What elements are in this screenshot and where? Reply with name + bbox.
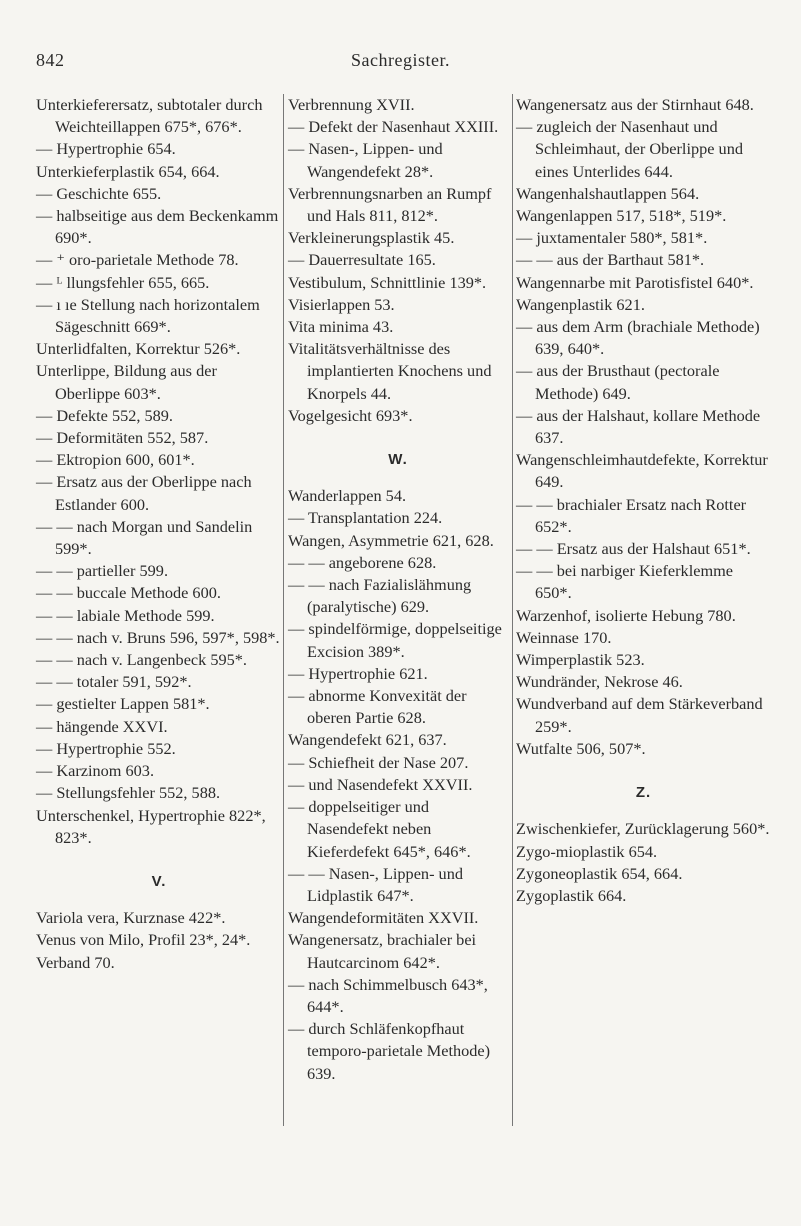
index-column-1 [36, 94, 282, 974]
index-entry: Vitalitätsverhältnisse des implantierten Knochens und Knorpels 44. [288, 339, 492, 403]
index-entry: Wundränder, Nekrose 46. [516, 672, 683, 692]
index-entry: Wangenersatz, brachialer bei Hautcarcinom 642*. [288, 930, 477, 972]
index-entry: Wanderlappen 54. [288, 486, 407, 506]
index-entry: — juxtamentaler 580*, 581*. [516, 228, 708, 248]
index-entry: — — nach Fazialislähmung (paralytische) 629. [288, 575, 472, 617]
index-entry: Verbrennungsnarben an Rumpf und Hals 811, 812*. [288, 183, 492, 226]
index-entry: — Hypertrophie 552. [36, 738, 176, 758]
index-entry: — und Nasendefekt XXVII. [288, 774, 473, 794]
index-entry: — — brachialer Ersatz nach Rotter 652*. [516, 494, 747, 536]
index-entry: Verbrennung XVII. [288, 95, 415, 114]
index-entry: — — totaler 591, 592*. [36, 672, 192, 692]
index-entry: Wangenplastik 621. [516, 294, 645, 314]
index-entry: Zygoneoplastik 654, 664. [516, 863, 683, 883]
index-entry: — Transplantation 224. [288, 508, 443, 528]
index-entry: — — Ersatz aus der Halshaut 651*. [516, 539, 751, 559]
index-entry: — Stellungsfehler 552, 588. [36, 783, 221, 803]
index-entry: — Karzinom 603. [36, 761, 155, 781]
index-entry: Unterlippe, Bildung aus der Oberlippe 603*. [36, 361, 217, 403]
index-column-2 [288, 94, 508, 1085]
index-entry: — nach Schimmelbusch 643*, 644*. [288, 974, 488, 1016]
index-entry: Wangen, Asymmetrie 621, 628. [288, 530, 494, 550]
index-entry: — doppelseitiger und Nasendefekt neben Kieferdefekt 645*, 646*. [288, 797, 471, 861]
index-entry: Wangenlappen 517, 518*, 519*. [516, 206, 727, 226]
section-letter: W. [388, 451, 408, 469]
index-entry: Wangendefekt 621, 637. [288, 730, 447, 750]
index-entry: — Hypertrophie 621. [288, 663, 428, 683]
index-entry: — — angeborene 628. [288, 552, 437, 572]
index-entry: — Hypertrophie 654. [36, 139, 176, 159]
index-entry: — Defekt der Nasenhaut XXIII. [288, 117, 499, 137]
index-entry: Unterschenkel, Hypertrophie 822*, 823*. [36, 805, 266, 847]
index-entry: Wutfalte 506, 507*. [516, 738, 646, 758]
index-entry: — — buccale Methode 600. [36, 583, 221, 603]
index-entry: — ı ıe Stellung nach horizontalem Sägeschnitt 669*. [36, 294, 260, 337]
index-entry: — zugleich der Nasenhaut und Schleimhaut, der Oberlippe und eines Unterlides 644. [516, 117, 743, 181]
index-entry: — hängende XXVI. [36, 716, 168, 736]
index-entry: Variola vera, Kurznase 422*. [36, 908, 226, 928]
index-entry: Wangendeformitäten XXVII. [288, 908, 479, 928]
index-entry: — — Nasen-, Lippen- und Lidplastik 647*. [288, 863, 463, 905]
index-entry: — — nach v. Langenbeck 595*. [36, 650, 247, 670]
index-entry: Warzenhof, isolierte Hebung 780. [516, 605, 736, 625]
section-letter: V. [151, 872, 167, 890]
index-entry: — Deformitäten 552, 587. [36, 428, 209, 448]
index-entry: — Ersatz aus der Oberlippe nach Estlander 600. [36, 472, 252, 514]
running-title: Sachregister. [351, 50, 450, 70]
index-entry: — durch Schläfenkopfhaut temporo-parietale Methode) 639. [288, 1019, 491, 1083]
index-entry: — ⁺ oro-parietale Methode 78. [36, 250, 239, 270]
page-header [0, 50, 801, 74]
index-entry: Unterkieferersatz, subtotaler durch Weichteillappen 675*, 676*. [36, 95, 263, 137]
index-entry: Vogelgesicht 693*. [288, 405, 413, 425]
index-entry: — — nach Morgan und Sandelin 599*. [36, 516, 253, 559]
index-entry: — ᴸ llungsfehler 655, 665. [36, 272, 210, 292]
index-entry: — Schiefheit der Nase 207. [288, 752, 469, 772]
index-entry: Wimperplastik 523. [516, 650, 645, 670]
index-entry: Unterlidfalten, Korrektur 526*. [36, 339, 241, 359]
index-entry: — — aus der Barthaut 581*. [516, 250, 705, 270]
index-entry: Zygo-mioplastik 654. [516, 841, 658, 861]
index-entry: — Defekte 552, 589. [36, 405, 173, 425]
index-entry: — aus der Brusthaut (pectorale Methode) 649. [516, 361, 720, 403]
index-entry: Zygoplastik 664. [516, 885, 627, 905]
index-entry: — Dauerresultate 165. [288, 250, 436, 270]
index-entry: Wangenersatz aus der Stirnhaut 648. [516, 95, 754, 114]
index-entry: — aus der Halshaut, kollare Methode 637. [516, 405, 761, 448]
index-entry: Verband 70. [36, 952, 115, 972]
index-entry: — gestielter Lappen 581*. [36, 694, 210, 714]
index-entry: Wangenschleimhautdefekte, Korrektur 649. [516, 450, 768, 492]
index-entry: Verkleinerungsplastik 45. [288, 228, 455, 248]
index-column-3 [516, 94, 771, 907]
index-entry: — abnorme Konvexität der oberen Partie 628. [288, 686, 467, 728]
index-entry: Visierlappen 53. [288, 294, 395, 314]
index-entry: Wundverband auf dem Stärkeverband 259*. [516, 694, 763, 736]
page-number: 842 [36, 50, 65, 70]
section-letter: Z. [635, 784, 652, 802]
index-entry: — spindelförmige, doppelseitige Excision 389*. [288, 619, 502, 661]
index-entry: Weinnase 170. [516, 627, 612, 647]
index-entry: — — labiale Methode 599. [36, 605, 215, 625]
index-entry: — — bei narbiger Kieferklemme 650*. [516, 561, 733, 603]
index-entry: — aus dem Arm (brachiale Methode) 639, 640*. [516, 317, 760, 359]
index-entry: — Geschichte 655. [36, 183, 162, 203]
index-entry: Vita minima 43. [288, 317, 394, 337]
column-divider [512, 94, 513, 1126]
index-entry: — halbseitige aus dem Beckenkamm 690*. [36, 206, 279, 248]
index-entry: — — partieller 599. [36, 561, 169, 581]
index-entry: Venus von Milo, Profil 23*, 24*. [36, 930, 251, 950]
index-entry: — Ektropion 600, 601*. [36, 450, 195, 470]
index-entry: Zwischenkiefer, Zurücklagerung 560*. [516, 819, 770, 839]
index-entry: Vestibulum, Schnittlinie 139*. [288, 272, 487, 292]
index-entry: Wangenhalshautlappen 564. [516, 183, 700, 203]
column-divider [283, 94, 284, 1126]
index-entry: — — nach v. Bruns 596, 597*, 598*. [36, 627, 280, 647]
index-entry: Wangennarbe mit Parotisfistel 640*. [516, 272, 754, 292]
index-entry: Unterkieferplastik 654, 664. [36, 161, 220, 181]
index-entry: — Nasen-, Lippen- und Wangendefekt 28*. [288, 139, 443, 181]
